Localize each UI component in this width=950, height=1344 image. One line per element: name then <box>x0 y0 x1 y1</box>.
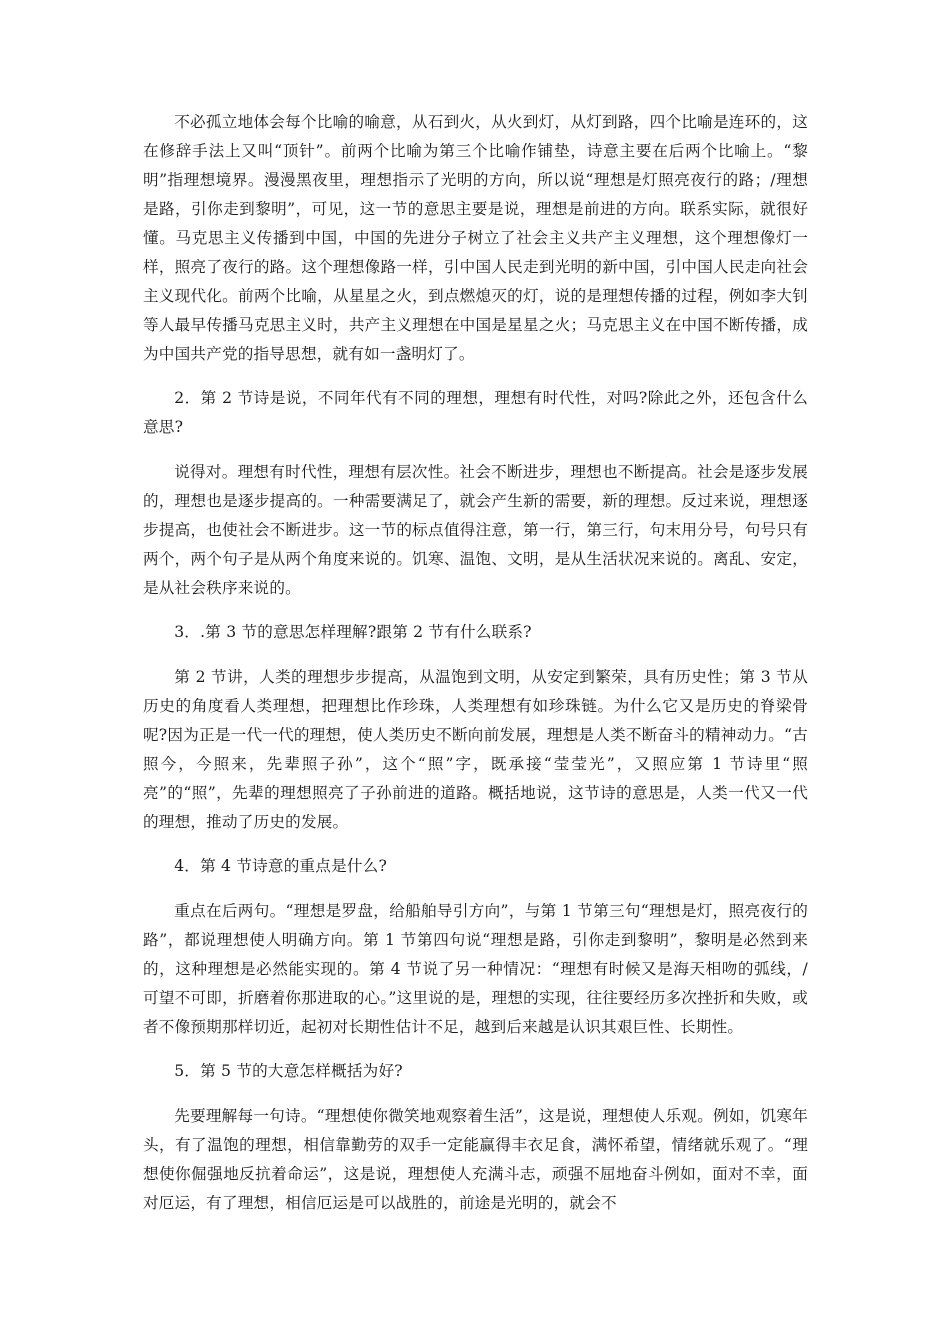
answer-3: 第 2 节讲，人类的理想步步提高，从温饱到文明，从安定到繁荣，具有历史性；第 3 节从历史的角度看人类理想，把理想比作珍珠，人类理想有如珍珠链。为什么它又是历史的脊梁骨呢?因为正是一代一代的理想，使人类历史不断向前发展，理想是人类不断奋斗的精神动力。“古照今，今照来，先辈照子孙”，这个“照”字，既承接“莹莹光”，又照应第 1 节诗里“照亮”的“照”，先辈的理想照亮了子孙前进的道路。概括地说，这节诗的意思是，人类一代又一代的理想，推动了历史的发展。 <box>143 668 808 831</box>
paragraph-answer-metaphor-chain: 不必孤立地体会每个比喻的喻意，从石到火，从火到灯，从灯到路，四个比喻是连环的，这在修辞手法上又叫“顶针”。前两个比喻为第三个比喻作铺垫，诗意主要在后两个比喻上。“黎明”指理想境界。漫漫黑夜里，理想指示了光明的方向，所以说“理想是灯照亮夜行的路；/理想是路，引你走到黎明”，可见，这一节的意思主要是说，理想是前进的方向。联系实际，就很好懂。马克思主义传播到中国，中国的先进分子树立了社会主义共产主义理想，这个理想像灯一样，照亮了夜行的路。这个理想像路一样，引中国人民走到光明的新中国，引中国人民走向社会主义现代化。前两个比喻，从星星之火，到点燃熄灭的灯，说的是理想传播的过程，例如李大钊等人最早传播马克思主义时，共产主义理想在中国是星星之火；马克思主义在中国不断传播，成为中国共产党的指导思想，就有如一盏明灯了。 <box>143 113 808 363</box>
question-2: 2．第 2 节诗是说，不同年代有不同的理想，理想有时代性，对吗?除此之外，还包含什么意思? <box>143 389 808 436</box>
question-3: 3．.第 3 节的意思怎样理解?跟第 2 节有什么联系? <box>174 623 532 641</box>
answer-5: 先要理解每一句诗。“理想使你微笑地观察着生活”，这是说，理想使人乐观。例如，饥寒年头，有了温饱的理想，相信靠勤劳的双手一定能赢得丰衣足食，满怀希望，情绪就乐观了。“理想使你倔强地反抗着命运”，这是说，理想使人充满斗志，顽强不屈地奋斗例如，面对不幸，面对厄运，有了理想，相信厄运是可以战胜的，前途是光明的，就会不 <box>143 1107 808 1212</box>
question-5: 5．第 5 节的大意怎样概括为好? <box>174 1062 403 1080</box>
answer-4: 重点在后两句。“理想是罗盘，给船舶导引方向”，与第 1 节第三句“理想是灯，照亮夜行的路”，都说理想使人明确方向。第 1 节第四句说“理想是路，引你走到黎明”，黎明是必然到来的，这种理想是必然能实现的。第 4 节说了另一种情况：“理想有时候又是海天相吻的弧线，/可望不可即，折磨着你那进取的心。”这里说的是，理想的实现，往往要经历多次挫折和失败，或者不像预期那样切近，起初对长期性估计不足，越到后来越是认识其艰巨性、长期性。 <box>143 902 808 1036</box>
answer-2: 说得对。理想有时代性，理想有层次性。社会不断进步，理想也不断提高。社会是逐步发展的，理想也是逐步提高的。一种需要满足了，就会产生新的需要，新的理想。反过来说，理想逐步提高，也使社会不断进步。这一节的标点值得注意，第一行，第三行，句末用分号，句号只有两个，两个句子是从两个角度来说的。饥寒、温饱、文明，是从生活状况来说的。离乱、安定，是从社会秩序来说的。 <box>143 463 808 597</box>
document-body <box>143 108 808 1233</box>
question-4: 4．第 4 节诗意的重点是什么? <box>174 857 388 875</box>
